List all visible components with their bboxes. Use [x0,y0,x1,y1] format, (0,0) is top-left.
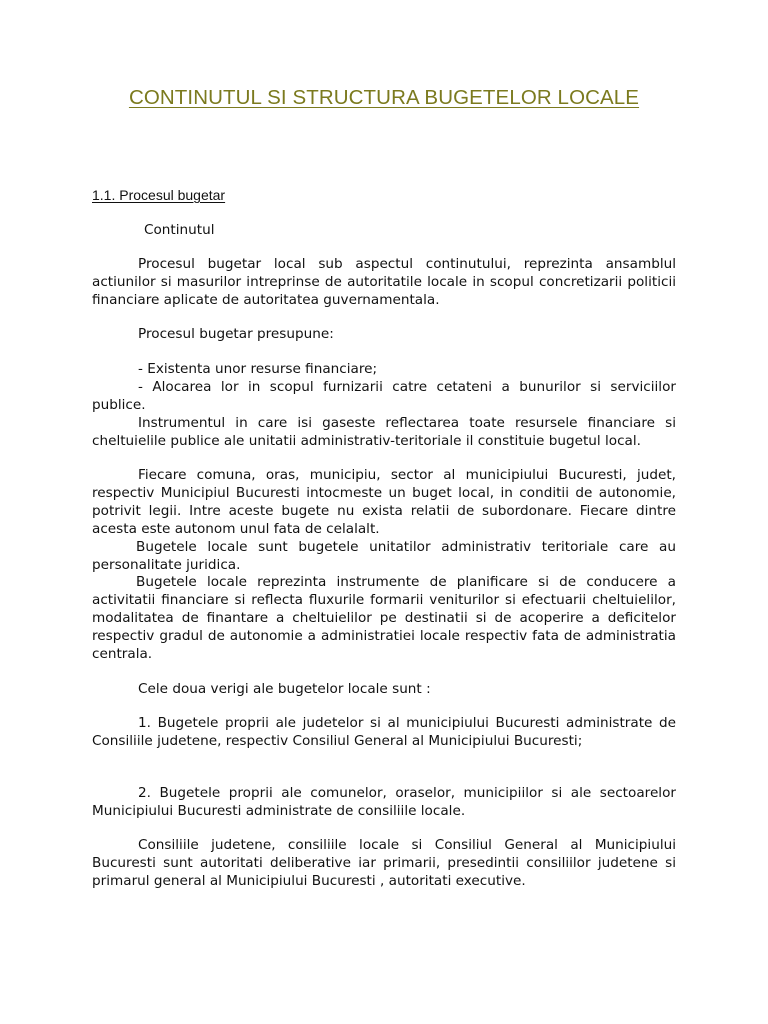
list-item: 1. Bugetele proprii ale judetelor si al municipiului Bucuresti administrate de Consiliile judetene, respectiv Consiliul General al Municipiului Bucuresti; [92,715,676,749]
paragraph: Consiliile judetene, consiliile locale si Consiliul General al Municipiului Bucuresti sunt autoritati deliberative iar primarii, presedintii consiliilor judetene si primarul general al Municipiului Bucuresti , autoritati executive. [92,837,676,889]
paragraph: Procesul bugetar presupune: [138,326,334,342]
paragraph: Bugetele locale sunt bugetele unitatilor administrativ teritoriale care au personalitate juridica. [92,539,676,573]
list-item: 2. Bugetele proprii ale comunelor, oraselor, municipiilor si ale sectoarelor Municipiului Bucuresti administrate de consiliile locale. [92,785,676,819]
paragraph: Instrumentul in care isi gaseste reflectarea toate resursele financiare si cheltuielile publice ale unitatii administrativ-teritoriale il constituie bugetul local. [92,415,676,449]
paragraph: Bugetele locale reprezinta instrumente de planificare si de conducere a activitatii financiare si reflecta fluxurile formarii veniturilor si efectuarii cheltuielilor, modalitatea de finantare a cheltuielilor pe destinatii si de acoperire a deficitelor respectiv gradul de autonomie a administratiei locale respectiv fata de administratia centrala. [92,574,676,662]
list-item: - Alocarea lor in scopul furnizarii catre cetateni a bunurilor si serviciilor publice. [92,379,676,413]
subheading: Continutul [144,222,215,238]
paragraph: Fiecare comuna, oras, municipiu, sector al municipiului Bucuresti, judet, respectiv Municipiul Bucuresti intocmeste un buget local, in conditii de autonomie, potrivit legii. Intre aceste bugete nu exista relatii de subordonare. Fiecare dintre acesta este autonom unul fata de celalalt. [92,467,676,537]
list-item: - Existenta unor resurse financiare; [138,361,378,377]
paragraph: Procesul bugetar local sub aspectul continutului, reprezinta ansamblul actiunilor si masurilor intreprinse de autoritatile locale in scopul concretizarii politicii financiare aplicate de autoritatea guvernamentala. [92,256,676,308]
paragraph: Cele doua verigi ale bugetelor locale sunt : [138,681,431,697]
section-heading: 1.1. Procesul bugetar [92,187,226,203]
document-title: CONTINUTUL SI STRUCTURA BUGETELOR LOCALE [128,86,640,109]
